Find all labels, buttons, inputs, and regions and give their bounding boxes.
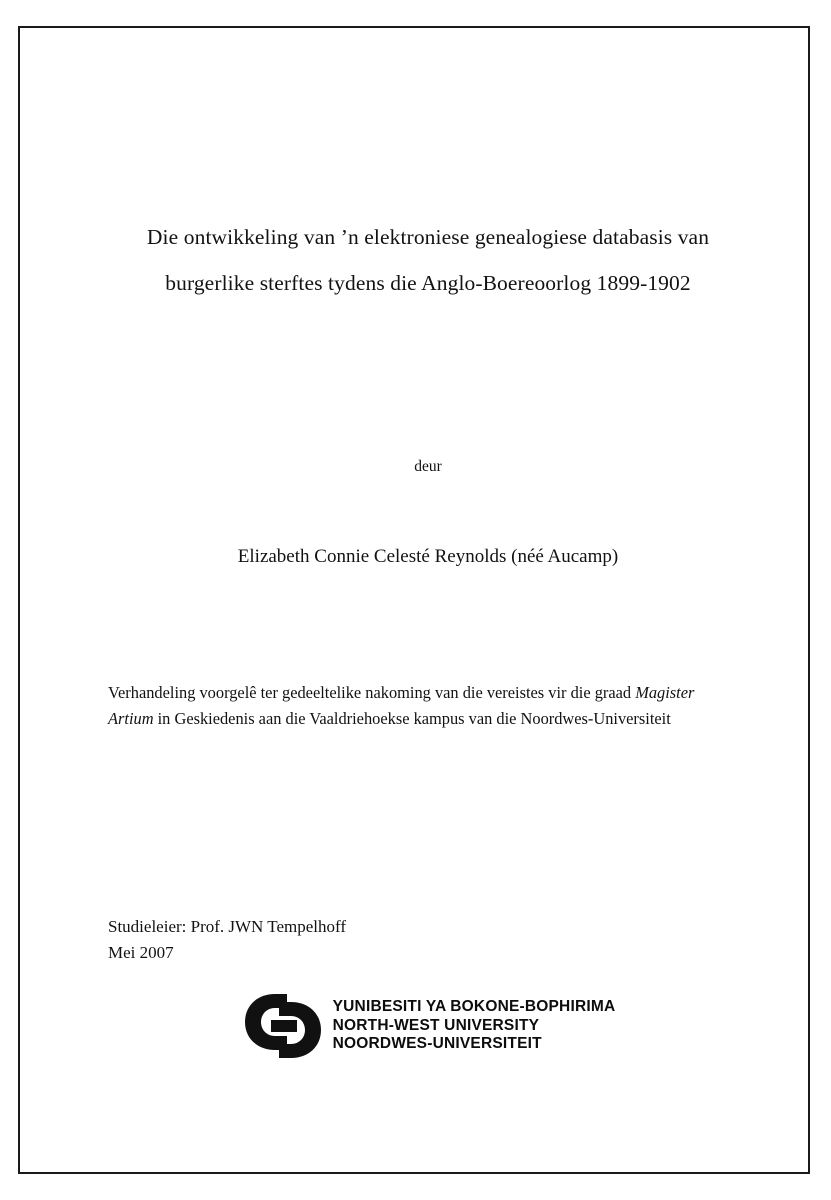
supervisor-line: Studieleier: Prof. JWN Tempelhoff — [108, 917, 347, 936]
university-logo-text — [333, 998, 616, 1054]
degree-statement — [108, 680, 732, 731]
north-west-university-logo-icon — [241, 990, 325, 1062]
logo-line-3: NOORDWES-UNIVERSITEIT — [332, 1035, 542, 1053]
date-line: Mei 2007 — [108, 943, 174, 962]
degree-name: Magister Artium — [108, 683, 695, 728]
degree-statement-part1: Verhandeling voorgelê ter gedeeltelike nakoming van die vereistes vir die graad — [108, 683, 636, 702]
logo-line-1: YUNIBESITI YA BOKONE-BOPHIRIMA — [332, 998, 616, 1016]
supervisor-and-date — [108, 914, 748, 966]
university-logo — [108, 990, 748, 1062]
page-title — [108, 214, 748, 306]
degree-statement-part2: in Geskiedenis aan die Vaaldriehoekse kampus van die Noordwes-Universiteit — [153, 708, 671, 728]
title-line-2: burgerlike sterftes tydens die Anglo-Boereoorlog 1899-1902 — [165, 271, 691, 295]
logo-line-2: NORTH-WEST UNIVERSITY — [332, 1016, 540, 1034]
title-line-1: Die ontwikkeling van ’n elektroniese genealogiese databasis van — [146, 225, 710, 249]
page-border — [18, 26, 810, 1174]
title-page-content — [108, 28, 748, 1172]
by-word: deur — [414, 458, 442, 475]
author-name: Elizabeth Connie Celesté Reynolds (néé Aucamp) — [237, 546, 619, 567]
